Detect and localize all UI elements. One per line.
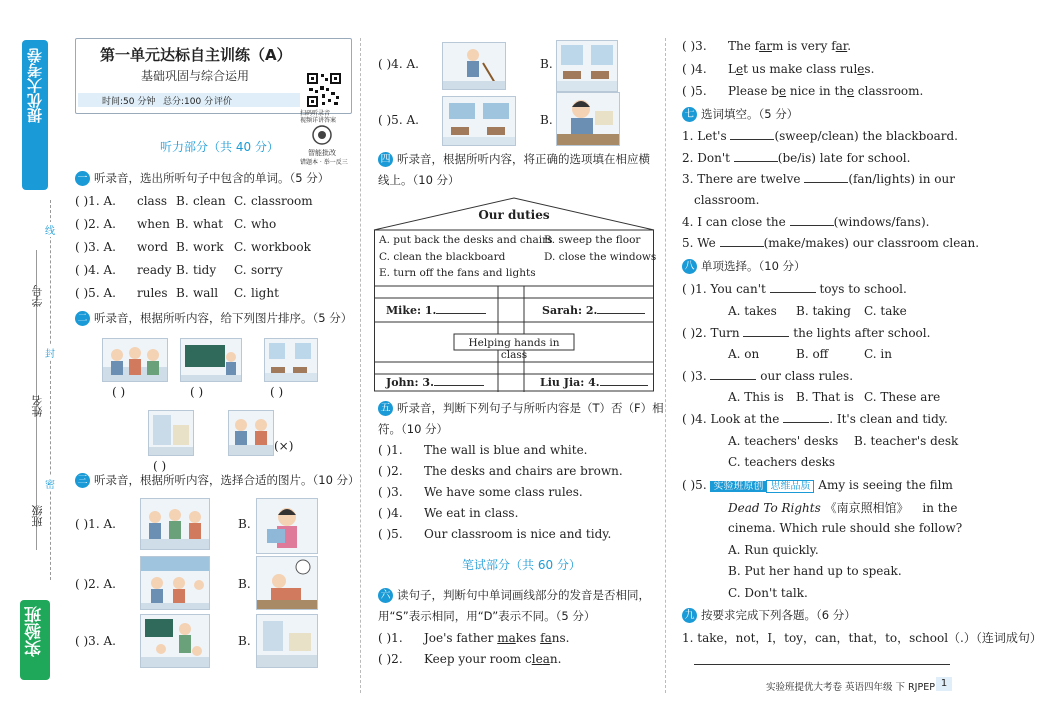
s2-answer-2: ( ) xyxy=(190,385,204,399)
sarah-text: Sarah: 2. xyxy=(542,304,598,317)
section-8-number: 八 xyxy=(682,259,697,274)
section-7-title: 选词填空。（5 分） xyxy=(701,107,799,121)
s3-item-5-picture-a xyxy=(442,96,516,146)
item-number: ( )3. xyxy=(682,39,707,53)
item-number: ( )2. xyxy=(378,464,403,478)
option-b: wall xyxy=(193,286,219,300)
answer-blank[interactable] xyxy=(730,139,774,140)
q2-option-a: A. on xyxy=(728,347,760,361)
mike-text: Mike: 1. xyxy=(386,304,437,317)
s3-item-1-picture-b xyxy=(256,498,318,554)
item-text-mid: nice in th xyxy=(786,84,847,98)
section-2-number: 二 xyxy=(75,311,90,326)
item-text: The wall is blue and white. xyxy=(424,443,588,457)
margin-label-class: 班级 xyxy=(31,505,44,527)
item-number: ( )4. xyxy=(378,506,403,520)
liujia-label xyxy=(540,376,648,389)
underlined-part-1: e xyxy=(735,62,744,76)
option-c-label: C. xyxy=(234,217,247,231)
list-item xyxy=(75,216,276,232)
section-4-heading-1 xyxy=(378,151,650,167)
duty-option-a: A. put back the desks and chairs xyxy=(379,234,553,246)
section-4-number: 四 xyxy=(378,152,393,167)
section-1-title: 听录音，选出所听句子中包含的单词。（5 分） xyxy=(94,171,330,185)
section-9-heading xyxy=(682,607,856,623)
s2-example-mark: (×) xyxy=(274,439,294,453)
section-5-title-1: 听录音，判断下列句子与所听内容是（T）否（F）相 xyxy=(397,401,664,415)
section-6-heading-1 xyxy=(378,587,650,603)
side-brand-top: 提优大考卷 xyxy=(26,48,44,123)
s2-picture-2 xyxy=(180,338,242,382)
s3-item-1: ( )1. A. xyxy=(75,517,116,531)
item-text-mid: kes xyxy=(515,631,541,645)
item-number: ( )4. xyxy=(682,62,707,76)
underlined-part-2: ar xyxy=(835,39,848,53)
underlined-part-1: ma xyxy=(497,631,516,645)
s2-answer-1: ( ) xyxy=(112,385,126,399)
s3-item-5-picture-b xyxy=(556,92,620,146)
q3-option-a: A. This is xyxy=(728,390,784,404)
section-6-number: 六 xyxy=(378,588,393,603)
q4-number: ( )4. Look at the xyxy=(682,412,780,426)
list-item xyxy=(378,651,561,667)
section-3-title: 听录音，根据所听内容，选择合适的图片。（10 分） xyxy=(94,473,360,487)
margin-cut-2: 封 xyxy=(45,345,55,360)
section-3-number: 三 xyxy=(75,473,90,488)
option-b-label: B. xyxy=(176,240,189,254)
option-a: word xyxy=(137,240,168,254)
item-number: ( )5. A. xyxy=(75,286,116,300)
underlined-part-1: le xyxy=(531,652,543,666)
s3-item-2-b-label: B. xyxy=(238,577,251,591)
s2-picture-3 xyxy=(264,338,318,382)
q5-text-1: Amy is seeing the film xyxy=(818,478,953,492)
s3-item-4: ( )4. A. xyxy=(378,57,419,71)
item-text: Our classroom is nice and tidy. xyxy=(424,527,612,541)
mike-label xyxy=(386,304,486,317)
list-item xyxy=(75,239,311,255)
option-a: ready xyxy=(137,263,172,277)
section-6-title-2: 用“S”表示相同，用“D”表示不同。（5 分） xyxy=(378,609,596,623)
section-8-heading xyxy=(682,258,806,274)
underlined-part-1: ar xyxy=(759,39,772,53)
section-5-number: 五 xyxy=(378,401,393,416)
wrong-note-label: 错题本 · 举一反三 xyxy=(300,159,348,166)
margin-cut-line xyxy=(50,200,51,580)
option-a: class xyxy=(137,194,168,208)
q4-option-a: A. teachers' desks xyxy=(728,434,839,448)
john-blank[interactable] xyxy=(434,385,484,386)
q5-tag-thinking: 思维品质 xyxy=(766,480,814,493)
s3-item-5-b-label: B. xyxy=(540,113,553,127)
section-7-heading xyxy=(682,106,798,122)
qr-caption-1: 扫码听录音 xyxy=(300,110,331,117)
section-7-number: 七 xyxy=(682,107,697,122)
q4-post: . It's clean and tidy. xyxy=(829,412,948,426)
q3-stem xyxy=(682,368,853,384)
q5-film-title: Dead To Rights xyxy=(728,501,821,515)
option-b: tidy xyxy=(193,263,217,277)
q5-option-a: A. Run quickly. xyxy=(728,543,819,557)
option-c: who xyxy=(251,217,277,231)
side-brand-bottom: 实验班 xyxy=(25,606,45,657)
q5-option-b: B. Put her hand up to speak. xyxy=(728,564,902,578)
option-b: what xyxy=(193,217,223,231)
item-number: ( )5. xyxy=(378,527,403,541)
q3-option-b: B. That is xyxy=(796,390,854,404)
q3-post: our class rules. xyxy=(760,369,854,383)
answer-blank[interactable] xyxy=(720,246,764,247)
sarah-blank[interactable] xyxy=(597,313,645,314)
liujia-blank[interactable] xyxy=(600,385,648,386)
duty-option-b: B. sweep the floor xyxy=(544,234,641,246)
q4-option-c: C. teachers desks xyxy=(728,455,836,469)
section-4-title-1: 听录音，根据所听内容，将正确的选项填在相应横 xyxy=(397,152,650,166)
liujia-text: Liu Jia: 4. xyxy=(540,376,600,389)
s3-item-4-b-label: B. xyxy=(540,57,553,71)
option-b: work xyxy=(193,240,224,254)
section-9-title: 按要求完成下列各题。（6 分） xyxy=(701,608,856,622)
column-divider-2 xyxy=(665,38,666,693)
list-item-continued: classroom. xyxy=(694,193,760,207)
item-number: ( )2. xyxy=(378,652,403,666)
list-item xyxy=(378,442,588,458)
duties-title: Our duties xyxy=(478,208,550,222)
smart-check-icon xyxy=(312,125,332,145)
section-1-heading xyxy=(75,170,329,186)
s3-item-1-picture-a xyxy=(140,498,210,550)
option-b-label: B. xyxy=(176,286,189,300)
q2-blank[interactable] xyxy=(743,336,789,337)
section-4-title-2: 线上。（10 分） xyxy=(378,173,460,187)
header-score: 总分:100 分 xyxy=(163,97,214,107)
list-item xyxy=(682,235,979,251)
s3-item-3-picture-b xyxy=(256,614,318,668)
section-9-number: 九 xyxy=(682,608,697,623)
sarah-label xyxy=(542,304,645,317)
q5-number: ( )5. xyxy=(682,478,707,492)
q1-number: ( )1. You can't xyxy=(682,282,766,296)
s2-answer-3: ( ) xyxy=(270,385,284,399)
q5-film-chinese: 《南京照相馆》 xyxy=(824,501,909,515)
item-text-mid: t us make class rul xyxy=(743,62,858,76)
section-1-number: 一 xyxy=(75,171,90,186)
item-text-post: (sweep/clean) the blackboard. xyxy=(774,129,958,143)
item-text-pre: Keep your room c xyxy=(424,652,532,666)
q1-option-a: A. takes xyxy=(728,304,777,318)
item-text-pre: 4. I can close the xyxy=(682,215,786,229)
s3-item-4-picture-a xyxy=(442,42,506,90)
s3-item-5: ( )5. A. xyxy=(378,113,419,127)
q1-post: toys to school. xyxy=(819,282,907,296)
qr-caption-2: 视频详讲答案 xyxy=(300,117,337,124)
underlined-part-1: e xyxy=(778,84,787,98)
underlined-part-2: fa xyxy=(540,631,552,645)
writing-title: 笔试部分（共 60 分） xyxy=(462,558,581,572)
list-item xyxy=(75,285,279,301)
q2-stem xyxy=(682,325,930,341)
option-a: rules xyxy=(137,286,168,300)
option-b-label: B. xyxy=(176,217,189,231)
s2-picture-4 xyxy=(148,410,194,456)
s2-picture-1 xyxy=(102,338,168,382)
list-item xyxy=(378,526,611,542)
q1-stem xyxy=(682,281,907,297)
q2-number: ( )2. Turn xyxy=(682,326,740,340)
column-divider-1 xyxy=(360,38,361,693)
q5-text-in-the: in the xyxy=(922,501,958,515)
s3-item-3-picture-a xyxy=(140,614,210,668)
underlined-part-2: e xyxy=(857,62,865,76)
list-item xyxy=(682,171,955,187)
margin-cut-1: 线 xyxy=(45,222,55,237)
item-text-post: (be/is) late for school. xyxy=(777,151,911,165)
s3-item-2-picture-a xyxy=(140,556,210,610)
helping-hands-label: Helping hands in class xyxy=(468,337,560,361)
section-2-heading xyxy=(75,310,352,326)
s9-answer-line[interactable] xyxy=(694,664,950,665)
item-text-post: ns. xyxy=(551,631,570,645)
option-b-label: B. xyxy=(176,263,189,277)
section-2-title: 听录音，根据所听内容，给下列图片排序。（5 分） xyxy=(94,311,353,325)
list-item xyxy=(75,262,283,278)
s3-item-1-b-label: B. xyxy=(238,517,251,531)
item-text-mid: m is very f xyxy=(771,39,836,53)
item-number: ( )1. xyxy=(378,631,403,645)
option-b-label: B. xyxy=(176,194,189,208)
q3-option-c: C. These are xyxy=(864,390,941,404)
item-number: ( )3. A. xyxy=(75,240,116,254)
q5-stem xyxy=(682,477,953,495)
option-c: workbook xyxy=(251,240,311,254)
option-c: sorry xyxy=(251,263,283,277)
john-text: John: 3. xyxy=(386,376,434,389)
item-text-pre: 1. Let's xyxy=(682,129,727,143)
q5-stem-line3: cinema. Which rule should she follow? xyxy=(728,521,963,535)
list-item xyxy=(682,61,874,77)
page-number: 1 xyxy=(936,677,952,691)
page-subtitle: 基础巩固与综合运用 xyxy=(140,69,249,83)
item-text-post: classroom. xyxy=(854,84,924,98)
margin-cut-3: 密 xyxy=(45,476,55,491)
s9-q1: 1. take，not，I，toy，can，that，to，school（.）（连词成句） xyxy=(682,631,1042,645)
q1-option-c: C. take xyxy=(864,304,907,318)
duty-option-c: C. clean the blackboard xyxy=(379,251,506,263)
q4-stem xyxy=(682,411,948,427)
section-3-heading xyxy=(75,472,360,488)
item-text-post: (make/makes) our classroom clean. xyxy=(763,236,980,250)
footer-text: 实验班提优大考卷 英语四年级 下 RJPEP xyxy=(766,682,935,693)
q4-blank[interactable] xyxy=(783,422,829,423)
section-5-heading-1 xyxy=(378,400,664,416)
item-text-pre: 2. Don't xyxy=(682,151,730,165)
answer-blank[interactable] xyxy=(734,161,778,162)
option-c: light xyxy=(251,286,279,300)
item-text-post: s. xyxy=(864,62,875,76)
q2-option-b: B. off xyxy=(796,347,829,361)
item-text: We eat in class. xyxy=(424,506,519,520)
item-number: ( )5. xyxy=(682,84,707,98)
item-text: The desks and chairs are brown. xyxy=(424,464,623,478)
option-c-label: C. xyxy=(234,194,247,208)
underlined-part-2: e xyxy=(847,84,855,98)
item-text-post: . xyxy=(847,39,852,53)
header-time: 时间:50 分钟 xyxy=(102,97,156,107)
duty-option-d: D. close the windows xyxy=(544,251,657,263)
s2-picture-5 xyxy=(228,410,274,456)
margin-label-name: 姓名 xyxy=(31,395,44,417)
s3-item-4-picture-b xyxy=(556,40,618,92)
answer-blank[interactable] xyxy=(804,182,848,183)
margin-label-school: 学号 xyxy=(31,285,44,307)
item-text-pre: 5. We xyxy=(682,236,716,250)
item-text-post: (windows/fans). xyxy=(833,215,930,229)
item-text-pre: The f xyxy=(728,39,760,53)
list-item xyxy=(682,214,929,230)
item-number: ( )1. A. xyxy=(75,194,116,208)
s3-item-2-picture-b xyxy=(256,556,318,610)
q4-option-b: B. teacher's desk xyxy=(854,434,959,448)
item-number: ( )4. A. xyxy=(75,263,116,277)
list-item xyxy=(682,38,851,54)
option-c-label: C. xyxy=(234,286,247,300)
underlined-part-2: a xyxy=(542,652,550,666)
item-text: We have some class rules. xyxy=(424,485,583,499)
page-title: 第一单元达标自主训练（A） xyxy=(100,46,292,64)
list-item xyxy=(378,505,518,521)
s3-item-3-b-label: B. xyxy=(238,634,251,648)
list-item xyxy=(378,463,623,479)
q5-tag-original: 实验班原创 xyxy=(710,481,766,492)
item-text-pre: 3. There are twelve xyxy=(682,172,801,186)
listening-title: 听力部分（共 40 分） xyxy=(160,140,279,154)
s3-item-2: ( )2. A. xyxy=(75,577,116,591)
mike-blank[interactable] xyxy=(436,313,486,314)
q2-post: the lights after school. xyxy=(793,326,931,340)
option-b: clean xyxy=(193,194,226,208)
option-c-label: C. xyxy=(234,240,247,254)
item-text-pre: L xyxy=(728,62,736,76)
q3-blank[interactable] xyxy=(710,379,756,380)
q1-option-b: B. taking xyxy=(796,304,851,318)
q5-stem-line2 xyxy=(728,500,957,516)
qr-code xyxy=(306,72,342,108)
answer-blank[interactable] xyxy=(790,225,834,226)
duty-option-e: E. turn off the fans and lights xyxy=(379,267,536,279)
list-item xyxy=(378,484,583,500)
section-5-title-2: 符。（10 分） xyxy=(378,422,449,436)
list-item xyxy=(75,193,313,209)
q2-option-c: C. in xyxy=(864,347,892,361)
option-a: when xyxy=(137,217,170,231)
q3-number: ( )3. xyxy=(682,369,707,383)
john-label xyxy=(386,376,484,389)
section-8-title: 单项选择。（10 分） xyxy=(701,259,806,273)
option-c: classroom xyxy=(251,194,313,208)
item-text-post: n. xyxy=(549,652,562,666)
item-number: ( )2. A. xyxy=(75,217,116,231)
q1-blank[interactable] xyxy=(770,292,816,293)
item-text-pre: Please b xyxy=(728,84,779,98)
duties-house xyxy=(374,196,657,392)
option-c-label: C. xyxy=(234,263,247,277)
section-6-title-1: 读句子，判断句中单词画线部分的发音是否相同， xyxy=(397,588,650,602)
item-text-post: (fan/lights) in our xyxy=(848,172,955,186)
item-number: ( )3. xyxy=(378,485,403,499)
list-item xyxy=(378,630,569,646)
list-item xyxy=(682,150,910,166)
item-text-pre: Joe's father xyxy=(424,631,498,645)
list-item xyxy=(682,128,958,144)
list-item xyxy=(682,83,923,99)
header-eval: 评价 xyxy=(214,97,233,107)
s2-answer-4: ( ) xyxy=(153,459,167,473)
q5-option-c: C. Don't talk. xyxy=(728,586,808,600)
s3-item-3: ( )3. A. xyxy=(75,634,116,648)
smart-check-label: 智能批改 xyxy=(308,149,336,157)
item-number: ( )1. xyxy=(378,443,403,457)
